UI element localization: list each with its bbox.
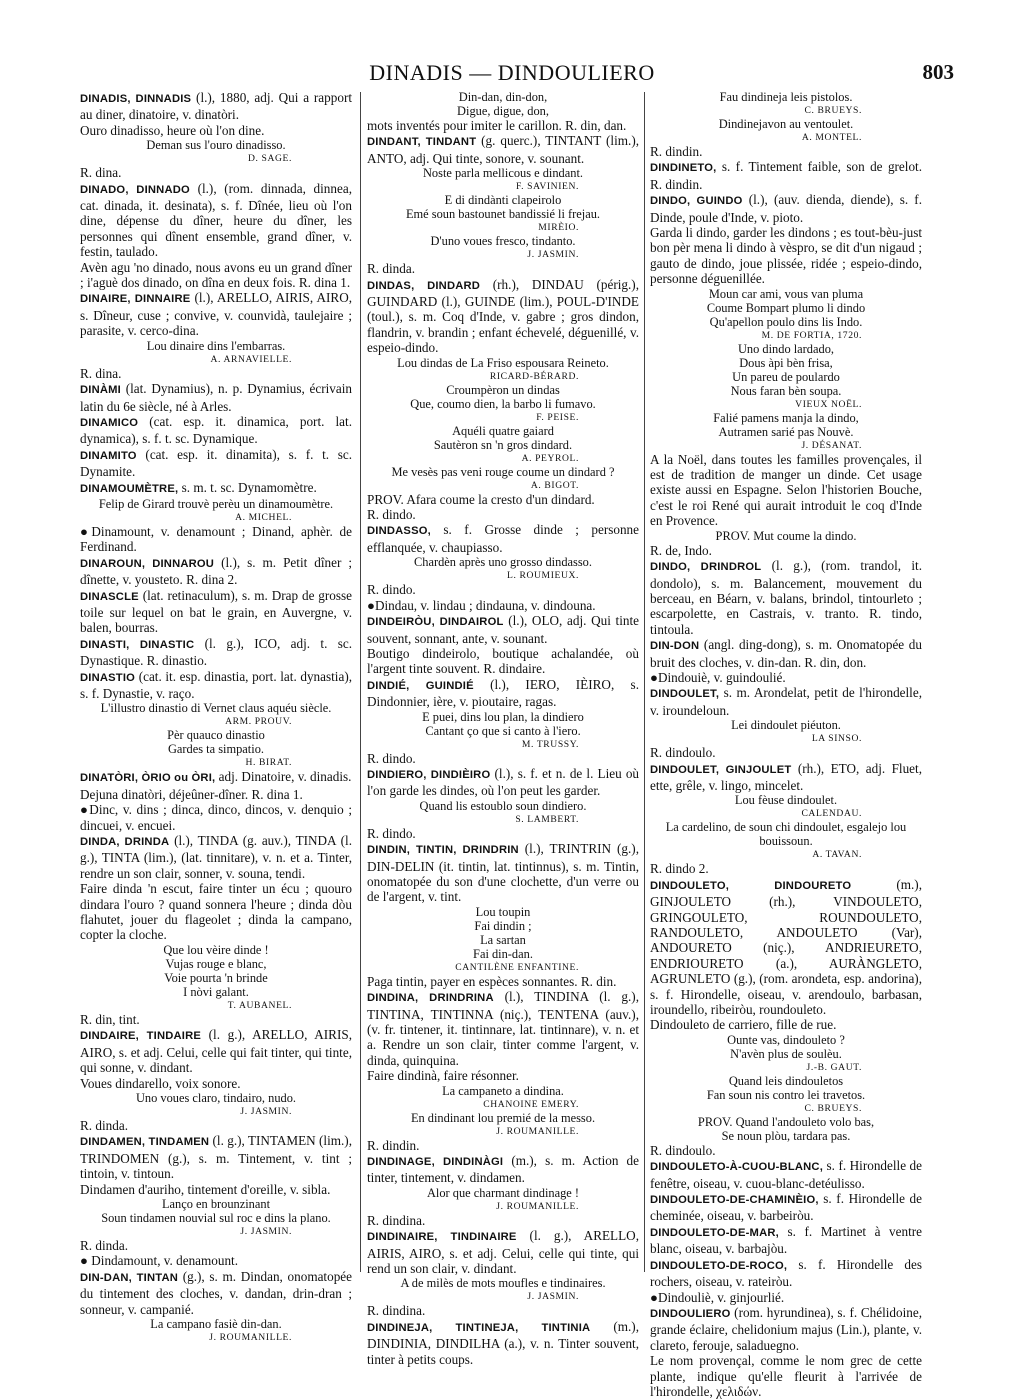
dictionary-entry	[650, 1224, 922, 1257]
entry-headword: DIN-DAN, TINTAN	[80, 1271, 179, 1284]
entry-headword: DINAMOUMÈTRE,	[80, 482, 179, 495]
quotation-author: C. BRUEYS.	[804, 1102, 862, 1114]
quotation: Aquéli quatre gaiard Sautèron sn 'n gros dindard.	[433, 423, 573, 452]
etymology-reference: R. de, Indo.	[650, 542, 712, 558]
quotation-author: D. SAGE.	[248, 153, 292, 165]
entry-headword: DINÀMI	[80, 384, 121, 397]
entry-text: ●Dindouiè, v. guindoulié.	[650, 669, 786, 685]
entry-headword: DINAMICO	[80, 416, 139, 429]
quotation-author: A. BIGOT.	[530, 479, 579, 491]
quotation-author: MIRÈIO.	[538, 222, 579, 234]
quotation: Que lou vèire dinde ! Vujas rouge e blanc, Voie pourta 'n brinde I nòvi galant.	[163, 942, 269, 999]
entry-headword: DINDINAIRE, TINDINAIRE	[367, 1231, 517, 1244]
quotation-author: VIEUX NOËL.	[795, 398, 862, 410]
quotation: Croumpèron un dindas Que, coumo dien, la barbo li fumavo.	[410, 382, 596, 411]
page-header	[0, 60, 1024, 90]
entry-headword: DINDEIRÒU, DINDAIROL	[367, 616, 504, 629]
dictionary-entry	[367, 1068, 639, 1083]
quotation: Deman sus l'ouro dinadisso.	[146, 138, 286, 153]
entry-headword: DINDA, DRINDA	[80, 836, 170, 849]
quotation-author: M. DE FORTIA, 1720.	[761, 329, 862, 341]
entry-text: s. f. Hirondelle de cheminée, oiseau, v. barbeiròu.	[650, 1191, 922, 1224]
entry-text: (l.), (auv. dienda, diende), s. f. Dinde, poule d'Inde, v. pioto.	[650, 192, 922, 225]
dictionary-entry	[80, 588, 352, 636]
quotation: D'uno voues fresco, tindanto.	[430, 234, 576, 249]
quotation-author: A. MICHEL.	[235, 511, 292, 523]
entry-text: (m.), DINDINIA, DINDILHA (a.), v. n. Tinter souvent, tinter à petits coups.	[367, 1318, 639, 1367]
quotation: Felip de Girard trouvè perèu un dinamoumètre.	[98, 496, 334, 511]
dictionary-entry	[367, 766, 639, 799]
quotation-author: J. JASMIN.	[240, 1105, 292, 1117]
quotation-author: A. PEYROL.	[521, 452, 579, 464]
quotation: Uno dindo lardado, Dous àpi bèn frisa, Un pareu de poulardo Nous faran bèn soupa.	[730, 341, 842, 398]
entry-text: s. m. t. sc. Dynamomètre.	[181, 479, 317, 495]
entry-text: s. f. Hirondelle des rochers, oiseau, v. rateiròu.	[650, 1256, 923, 1290]
entry-text: (l.), s. m. Petit dîner ; dînette, v. yousteto. R. dina 2.	[80, 554, 353, 588]
etymology-reference: R. dindo.	[367, 825, 416, 841]
quotation: A de milès de mots moufles e tindinaires.	[400, 1276, 606, 1291]
dictionary-entry	[80, 123, 352, 138]
dictionary-entry	[650, 1017, 922, 1032]
running-head: DINADIS — DINDOULIERO	[369, 60, 655, 85]
dictionary-entry	[80, 1182, 352, 1197]
dictionary-entry	[367, 974, 639, 989]
dictionary-entry	[367, 841, 639, 905]
column-rule	[644, 92, 645, 1272]
quotation: Noste parla mellicous e dindant.	[422, 166, 583, 181]
quotation-author: F. PEISE.	[536, 411, 579, 423]
dictionary-entry	[80, 480, 352, 497]
entry-text: (l.), OLO, adj. Qui tinte souvent, sonnant, ante, v. sounant.	[367, 613, 639, 646]
etymology-reference: R. dina.	[80, 165, 122, 181]
quotation-author: A. ARNAVIELLE.	[210, 353, 292, 365]
etymology-reference: R. dindina.	[367, 1212, 426, 1228]
dictionary-entry	[80, 669, 352, 702]
entry-text: (cat. esp. it. dinamica, port. lat. dynamica), s. f. t. sc. Dynamique.	[80, 413, 352, 447]
dictionary-entry	[80, 381, 352, 414]
dictionary-entry	[80, 1076, 352, 1091]
entry-text: ●Dinamount, v. denamount ; Dinand, aphèr. de Ferdinand.	[80, 523, 352, 555]
entry-text: Faire dindinà, faire résonner.	[367, 1068, 519, 1084]
entry-text: (l. g.), ICO, adj. t. sc. Dynastique. R. dinastio.	[80, 635, 353, 669]
dictionary-entry	[367, 492, 639, 507]
quotation: Alor que charmant dindinage !	[426, 1185, 580, 1200]
quotation: Uno voues claro, tindairo, nudo.	[135, 1090, 296, 1105]
dictionary-entry	[650, 192, 922, 225]
entry-text: (l.), TINDA (g. auv.), TINDA (l. g.), TINTA (lim.), (lat. tinnitare), v. n. et a. Tinter, rendre un son clair, sonner, v. souna, tendi.	[80, 833, 353, 881]
entry-headword: DIN-DON	[650, 640, 700, 653]
quotation: Dindinejavon au ventoulet.	[718, 117, 854, 131]
quotation: Falié pamens manja la dindo, Autramen sarié pas Nouvè.	[713, 410, 859, 439]
quotation: Lou fèuse dindoulet.	[734, 793, 838, 808]
entry-headword: DINADO, DINNADO	[80, 183, 190, 196]
dictionary-entry	[80, 1133, 352, 1181]
entry-headword: DINDO, DRINDROL	[650, 561, 762, 574]
dictionary-entry	[367, 118, 639, 133]
entry-headword: DINASTI, DINASTIC	[80, 638, 195, 651]
entry-headword: DINATÒRI, ÒRIO ou ÒRI,	[80, 772, 216, 785]
entry-text: (angl. ding-dong), s. m. Onomatopée du bruit des cloches, v. din-dan. R. din, don.	[650, 637, 922, 670]
quotation: Din-dan, din-don, Digue, digue, don,	[457, 90, 549, 118]
entry-text: Paga tintin, payer en espèces sonnantes. R. din.	[367, 973, 617, 989]
dictionary-entry	[650, 558, 922, 637]
entry-text: Le nom provençal, comme le nom grec de cette plante, indique qu'elle fleurit à l'arrivée de l'hirondelle, χελιδών.	[650, 1353, 922, 1399]
entry-headword: DINDOULETO-DE-CHAMINÈIO,	[650, 1194, 819, 1207]
column-rule	[360, 92, 361, 1272]
etymology-reference: R. din, tint.	[80, 1011, 140, 1027]
dictionary-entry	[80, 769, 352, 786]
quotation-author: J. ROUMANILLE.	[209, 1331, 292, 1343]
entry-text: (rh.), ETO, adj. Fluet, ette, grêle, v. lingo, mincelet.	[650, 760, 922, 793]
quotation-author: CALENDAU.	[801, 808, 862, 820]
dictionary-entry	[80, 1269, 352, 1317]
entry-headword: DINDO, GUINDO	[650, 195, 743, 208]
dictionary-entry	[650, 1353, 922, 1399]
quotation: La campaneto a dindina.	[442, 1083, 564, 1098]
quotation: La cardelino, de soun chi dindoulet, esgalejo lou bouissoun.	[665, 820, 907, 849]
quotation: Me vesès pas veni rouge coume un dindard ?	[391, 464, 615, 479]
quotation-author: RICARD-BÉRARD.	[489, 370, 579, 382]
entry-headword: DINASCLE	[80, 590, 139, 603]
quotation-author: L. ROUMIEUX.	[507, 570, 579, 582]
entry-text: (m.), GINJOULETO (rh.), VINDOULETO, GRINGOULETO, ROUNDOULETO, RANDOULETO, ANDOULETO (Var), ANDOURETO (niç.), ANDRIEURETO, ENDRIOURETO (a.), AURÀNGLETO, AGRUNLETO (g.), (rom. arondeta, esp. andorina), s. f. Hirondelle, oiseau, v. arendoulo, barbasan, iroundello, ribeiròu, roundouleto.	[650, 876, 922, 1018]
quotation-author: A. TAVAN.	[812, 849, 862, 861]
dictionary-entry	[367, 677, 639, 710]
quotation: E di dindànti clapeirolo Emé soun bastounet bandissié li frejau.	[405, 193, 601, 222]
etymology-reference: R. dinda.	[80, 1117, 128, 1133]
etymology-reference: R. dindoulo.	[650, 1142, 716, 1158]
quotation-author: T. AUBANEL.	[227, 999, 292, 1011]
etymology-reference: R. dinda.	[367, 261, 415, 277]
entry-headword: DINDANT, TINDANT	[367, 136, 477, 149]
entry-headword: DINDIÉ, GUINDIÉ	[367, 679, 474, 692]
column-left	[80, 90, 352, 1344]
entry-headword: DINDAS, DINDARD	[367, 279, 481, 292]
dictionary-entry	[650, 225, 922, 287]
dictionary-entry	[650, 1191, 922, 1224]
entry-text: (l.), 1880, adj. Qui a rapport au diner, dinatoire, v. dinatòri.	[80, 90, 353, 123]
quotation: PROV. Quand l'andouleto volo bas, Se noun plòu, tardara pas.	[697, 1114, 875, 1143]
entry-text: (lat. retinaculum), s. m. Drap de grosse toile sur lequel on bat le grain, en Auvergne, v. balen, bourras.	[80, 587, 353, 636]
entry-text: Ouro dinadisso, heure où l'on dine.	[80, 122, 265, 138]
dictionary-entry	[650, 761, 922, 794]
quotation-author: M. TRUSSY.	[521, 738, 579, 750]
etymology-reference: R. dindin.	[650, 144, 703, 159]
entry-headword: DINDINA, DRINDRINA	[367, 992, 494, 1005]
entry-text: s. f. Tintement faible, son de grelot. R. dindin.	[650, 159, 922, 192]
quotation: Lou dindas de La Friso espousara Reineto.	[397, 355, 609, 370]
dictionary-entry	[367, 598, 639, 613]
quotation-author: J.-B. GAUT.	[806, 1061, 862, 1073]
dictionary-entry	[367, 613, 639, 646]
entry-headword: DINDINETO,	[650, 162, 717, 175]
entry-text: (l. g.), ARELLO, AIRIS, AIRO, s. et adj. Celui, celle qui fait tinter, qui tinte, qui sonne, v. dindant.	[80, 1027, 352, 1076]
dictionary-entry	[650, 159, 922, 192]
dictionary-entry	[650, 1305, 922, 1353]
dictionary-entry	[80, 414, 352, 447]
quotation-author: S. LAMBERT.	[515, 813, 579, 825]
quotation-author: A. MONTEL.	[801, 132, 862, 143]
entry-headword: DINDINEJA, TINTINEJA, TINTINIA	[367, 1321, 591, 1334]
entry-headword: DINAMITO	[80, 449, 137, 462]
quotation: Lei dindoulet piéuton.	[731, 718, 841, 733]
etymology-reference: R. dinda.	[80, 1237, 128, 1253]
dictionary-entry	[80, 802, 352, 833]
column-middle	[367, 90, 639, 1367]
dictionary-entry	[80, 555, 352, 588]
entry-text: s. f. Martinet à ventre blanc, oiseau, v. barbajòu.	[650, 1223, 922, 1257]
quotation: En dindinant lou premié de la messo.	[410, 1110, 596, 1125]
entry-text: Faire dinda 'n escut, faire tinter un écu ; quouro dindara l'ouro ? quand sonnera l'heure ; dinda dòu flahutet, jouer du flageolet ; dinda la campano, copter la cloche.	[80, 881, 352, 943]
dictionary-entry	[367, 133, 639, 166]
dictionary-entry	[650, 685, 922, 718]
entry-headword: DINAIRE, DINNAIRE	[80, 293, 191, 306]
entry-headword: DINDOULETO-DE-MAR,	[650, 1226, 779, 1239]
quotation: Fau dindineja leis pistolos.	[719, 90, 853, 104]
entry-text: (l. g.), ARELLO, AIRIS, AIRO, s. et adj. Celui, celle qui tinte, qui rend un son clair, v. dindant.	[367, 1228, 639, 1277]
quotation: Pèr quauco dinastio Gardes ta simpatio.	[167, 728, 265, 757]
entry-text: (l.), ARELLO, AIRIS, AIRO, s. Dîneur, cuse ; convive, v. counvidà, taulejaire ; parasite, v. cerco-dina.	[80, 290, 353, 339]
entry-text: Dejuna dinatòri, déjeûner-dîner. R. dina 1.	[80, 786, 303, 802]
entry-text: Voues dindarello, voix sonore.	[80, 1075, 241, 1091]
entry-text: Garda li dindo, garder les dindons ; es tout-bèu-just bon pèr mena li dindo à vèspro, se dit d'un nigaud ; gauto de dindo, joue plissée, ridée ; espeio-dindo, personne déguenillée.	[650, 225, 922, 287]
entry-headword: DINDIN, TINTIN, DRINDRIN	[367, 844, 519, 857]
entry-text: Avèn agu 'no dinado, nous avons eu un grand dîner ; i'aguè dos dinado, on dîna en deux fois. R. dina 1.	[80, 259, 352, 291]
entry-text: (l. g.), (rom. trandol, it. dondolo), s. m. Balancement, mouvement du berceau, en Béarn, v. balans, brindol, tintourleto ; escarpolette, en Castrais, v. tranto. R. tindo, tintoula.	[650, 558, 923, 637]
entry-text: (m.), s. m. Action de tinter, tintement, v. dindamen.	[367, 1153, 639, 1186]
dictionary-entry	[367, 646, 639, 677]
quotation-author: F. SAVINIEN.	[515, 181, 579, 193]
quotation: L'illustro dinastio di Vernet claus aquéu siècle.	[100, 701, 332, 716]
entry-text: Dindouleto de carriero, fille de rue.	[650, 1017, 837, 1033]
quotation: Lou toupin Fai dindin ; La sartan Fai din-dan.	[473, 904, 533, 961]
quotation-author: H. BIRAT.	[245, 757, 292, 769]
dictionary-entry	[367, 1228, 639, 1276]
entry-text: (rh.), DINDAU (périg.), GUINDARD (l.), GUINDE (lim.), POUL-D'INDE (toul.), s. m. Coq d'Inde, v. gabre ; gros dindon, flandrin, v. brandin ; enfant échevelé, déguenillé, v. espeio-dindo.	[367, 276, 639, 356]
entry-text: s. f. Grosse dinde ; personne efflanquée, v. chaupiasso.	[367, 522, 639, 555]
page-number: 803	[922, 60, 954, 84]
entry-text: (lat. Dynamius), n. p. Dynamius, écrivain latin du 6e siècle, né à Arles.	[80, 381, 352, 414]
entry-headword: DINDAMEN, TINDAMEN	[80, 1136, 210, 1149]
entry-text: Dindamen d'auriho, tintement d'oreille, v. sibla.	[80, 1181, 331, 1197]
entry-text: (g.), s. m. Dindan, onomatopée du tintement des cloches, v. dandan, drin-dran ; sonneur, v. campanié.	[80, 1268, 352, 1317]
entry-text: (l.), TRINTRIN (g.), DIN-DELIN (it. tintin, lat. tintinnus), s. m. Tintin, onomatopée du son d'une clochette, d'un verre ou de l'argent, v. tint.	[367, 841, 639, 905]
quotation-author: CANTILÈNE ENFANTINE.	[455, 961, 579, 973]
entry-headword: DINDASSO,	[367, 525, 431, 538]
dictionary-entry	[80, 260, 352, 291]
quotation-author: CHANOINE EMERY.	[483, 1098, 579, 1110]
column-right	[650, 90, 922, 1399]
dictionary-entry	[80, 181, 352, 260]
entry-text: s. f. Hirondelle de fenêtre, oiseau, v. cuou-blanc-detéulisso.	[650, 1158, 923, 1191]
entry-text: (g. querc.), TINTANT (lim.), ANTO, adj. Qui tinte, sonore, v. sounant.	[367, 133, 640, 166]
entry-text: Boutigo dindeirolo, boutique achalandée, où l'argent tinte souvent. R. dindaire.	[367, 645, 639, 677]
etymology-reference: R. dindo.	[367, 750, 416, 766]
entry-text: (l.), IERO, IÈIRO, s. Dindonnier, ière, v. pioutaire, ragas.	[367, 676, 639, 710]
dictionary-entry	[650, 877, 922, 1018]
dictionary-entry	[80, 524, 352, 555]
dictionary-entry	[367, 1153, 639, 1186]
entry-text: ● Dindamount, v. denamount.	[80, 1253, 239, 1269]
entry-text: (cat. it. esp. dinastia, port. lat. dynastia), s. f. Dynastie, v. raço.	[80, 668, 353, 701]
quotation: Chardèn après uno grosso dindasso.	[414, 555, 592, 570]
quotation: Quand lis estoublo soun dindiero.	[419, 798, 587, 813]
quotation-author: J. JASMIN.	[527, 249, 579, 261]
etymology-reference: R. dindina.	[367, 1303, 426, 1319]
quotation: La campano fasiè din-dan.	[150, 1316, 282, 1331]
etymology-reference: R. dindoulo.	[650, 745, 716, 761]
entry-headword: DINDOULETO, DINDOURETO	[650, 879, 852, 892]
entry-headword: DINDOULETO-À-CUOU-BLANC,	[650, 1161, 824, 1174]
entry-text: mots inventés pour imiter le carillon. R. din, dan.	[367, 118, 627, 133]
quotation-author: C. BRUEYS.	[804, 105, 862, 116]
entry-headword: DINDOULET, GINJOULET	[650, 763, 792, 776]
entry-text: (l.), (rom. dinnada, dinnea, cat. dinada, it. desinata), s. f. Dînée, lieu où l'on dine, dépense du dîner, heure du dîner, les personnes qui dînent ensemble, grand dîner, v. festin, taulado.	[80, 180, 353, 260]
entry-text: (rom. hyrundinea), s. f. Chélidoine, grande éclaire, chelidonium majus (Lin.), plante, v. clareto, ferouje, saladuegno.	[650, 1304, 922, 1353]
dictionary-entry	[80, 447, 352, 480]
etymology-reference: R. dindin.	[367, 1137, 420, 1153]
entry-headword: DINDOULETO-DE-ROCO,	[650, 1259, 788, 1272]
dictionary-entry	[367, 989, 639, 1068]
dictionary-entry	[80, 1253, 352, 1268]
quotation: Lanço en brounzinant Soun tindamen nouvial sul roc e dins la plano.	[101, 1196, 331, 1225]
quotation: PROV. Mut coume la dindo.	[715, 528, 857, 543]
dictionary-entry	[650, 1290, 922, 1305]
entry-headword: DINDINAGE, DINDINÀGI	[367, 1156, 504, 1169]
dictionary-entry	[650, 1257, 922, 1290]
quotation: E puei, dins lou plan, la dindiero Cantant ço que si canto à l'iero.	[422, 709, 584, 738]
entry-headword: DINDAIRE, TINDAIRE	[80, 1030, 202, 1043]
entry-headword: DINDIERO, DINDIÈIRO	[367, 768, 491, 781]
dictionary-entry	[367, 277, 639, 356]
quotation: Quand leis dindouletos Fan soun nis contro lei travetos.	[706, 1073, 866, 1102]
quotation: Moun car ami, vous van pluma Coume Bompart plumo li dindo Qu'apellon poulo dins lis Indo.	[706, 286, 866, 329]
quotation-author: J. JASMIN.	[240, 1225, 292, 1237]
entry-text: (l. g.), TINTAMEN (lim.), TRINDOMEN (g.), s. m. Tintement, v. tint ; tintoin, v. tintoun.	[80, 1133, 352, 1182]
entry-text: ●Dinc, v. dins ; dinca, dinco, dincos, v. denquio ; dincuei, v. encuei.	[80, 802, 352, 833]
dictionary-entry	[80, 881, 352, 943]
dictionary-entry	[367, 1319, 639, 1367]
entry-text: s. m. Arondelat, petit de l'hirondelle, v. iroundeloun.	[650, 685, 922, 718]
entry-headword: DINASTIO	[80, 671, 136, 684]
entry-text: adj. Dinatoire, v. dinadis.	[218, 769, 352, 785]
dictionary-entry	[80, 636, 352, 669]
etymology-reference: R. dindo.	[367, 582, 416, 598]
quotation-author: J. ROUMANILLE.	[496, 1200, 579, 1212]
entry-text: PROV. Afara coume la cresto d'un dindard.	[367, 491, 595, 507]
dictionary-entry	[650, 637, 922, 670]
dictionary-entry	[650, 670, 922, 685]
quotation-author: J. ROUMANILLE.	[496, 1125, 579, 1137]
entry-text: (l.), s. f. et n. de l. Lieu où l'on garde les dindes, où l'on peut les garder.	[367, 765, 640, 799]
etymology-reference: R. dindo.	[367, 507, 416, 523]
quotation: Ounte vas, dindouleto ? N'avèn plus de soulèu.	[727, 1032, 845, 1061]
dictionary-entry	[650, 452, 922, 529]
entry-text: ●Dindouliè, v. ginjourlié.	[650, 1289, 785, 1305]
entry-text: A la Noël, dans toutes les familles provençales, il est de tradition de manger un dinde. Cet usage existe aussi en Espagne. Selon l'historien Bouche, c'est le roi René qui aurait introduit le coq d'Inde en Provence.	[650, 451, 922, 529]
entry-headword: DINDOULET,	[650, 688, 720, 701]
dictionary-entry	[80, 1027, 352, 1075]
quotation-author: J. JASMIN.	[527, 1291, 579, 1303]
dictionary-entry	[650, 1158, 922, 1191]
dictionary-entry	[80, 290, 352, 338]
quotation: Lou dinaire dins l'embarras.	[146, 338, 286, 353]
quotation-author: J. DÉSANAT.	[801, 439, 862, 451]
dictionary-entry	[367, 522, 639, 555]
dictionary-entry	[80, 833, 352, 881]
entry-headword: DINADIS, DINNADIS	[80, 93, 192, 105]
etymology-reference: R. dindo 2.	[650, 861, 709, 877]
entry-text: (l.), TINDINA (l. g.), TINTINA, TINTINNA (niç.), TENTENA (auv.), (v. fr. tintener, it. tintinnare, lat. tintinnare), v. n. et a. Rendre un son clair, tinter comme l'argent, v. dinda, quinquina.	[367, 989, 639, 1068]
entry-text: ●Dindau, v. lindau ; dindauna, v. dindouna.	[367, 597, 596, 613]
dictionary-entry	[80, 787, 352, 802]
entry-text: (cat. esp. it. dinamita), s. f. t. sc. Dynamite.	[80, 446, 352, 480]
quotation-author: ARM. PROUV.	[225, 716, 292, 728]
dictionary-entry	[80, 90, 352, 123]
entry-headword: DINDOULIERO	[650, 1307, 731, 1320]
entry-headword: DINAROUN, DINNAROU	[80, 557, 215, 570]
quotation-author: LA SINSO.	[811, 733, 862, 745]
etymology-reference: R. dina.	[80, 365, 122, 381]
